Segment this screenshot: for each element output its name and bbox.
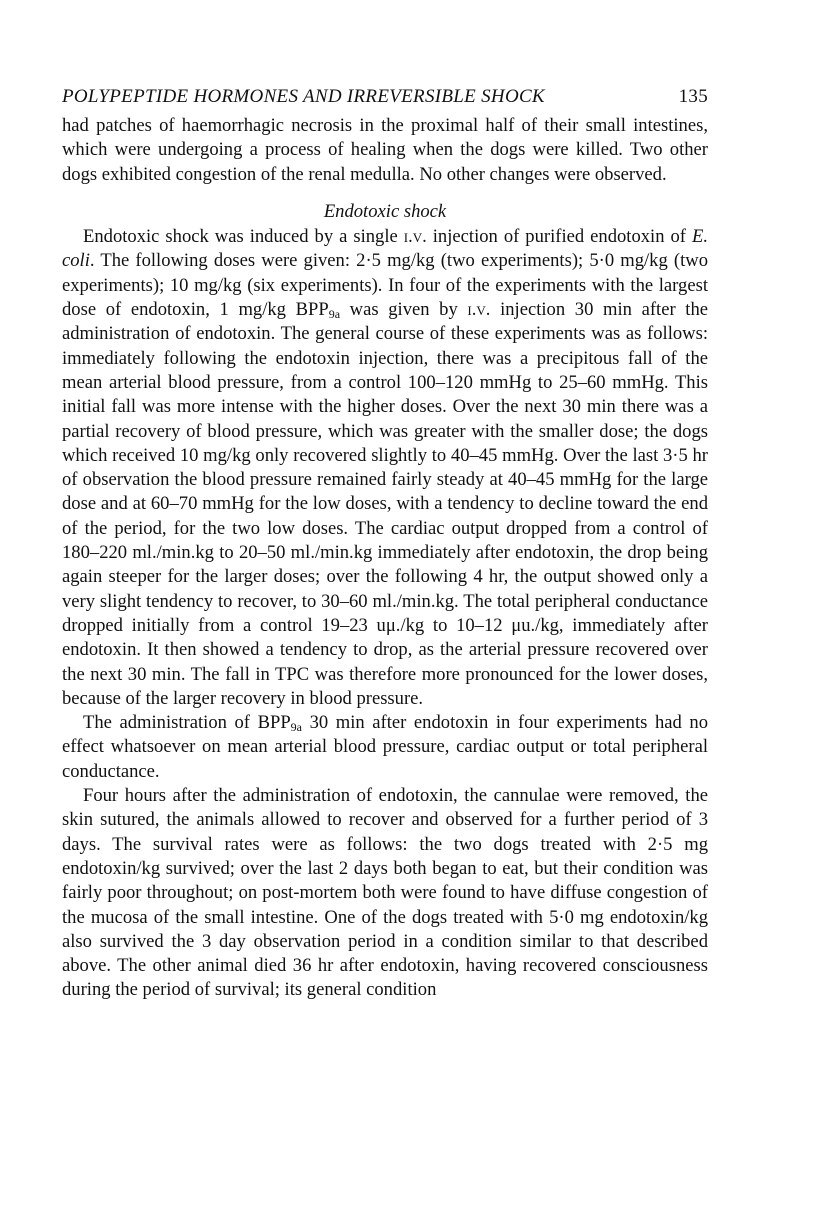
organism-name: E. coli <box>62 226 708 272</box>
text-run: was given by <box>340 299 468 321</box>
paragraph-continuation: had patches of haemorrhagic necrosis in the proximal half of their small intestines, which were undergoing a process of healing when the dogs were killed. Two other dogs exhibited congestion of the renal medulla. No other changes were observed. <box>62 115 708 185</box>
subscript: 9a <box>290 720 302 735</box>
subscript: 9a <box>328 307 341 322</box>
paragraph-bpp-effect <box>62 711 708 784</box>
route-abbreviation: i.v. <box>467 299 491 321</box>
running-header <box>62 86 708 108</box>
section-heading: Endotoxic shock <box>323 200 447 222</box>
page-content <box>62 86 708 1003</box>
running-title: POLYPEPTIDE HORMONES AND IRREVERSIBLE SHOCK <box>62 86 545 107</box>
route-abbreviation: i.v. <box>403 226 427 248</box>
paragraph-survival: Four hours after the administration of endotoxin, the cannulae were removed, the skin sutured, the animals allowed to recover and observed for a further period of 3 days. The survival rates were as follows: the two dogs treated with 2·5 mg endotoxin/kg survived; over the last 2 days both began to eat, but their condition was fairly poor throughout; on post-mortem both were found to have diffuse congestion of the mucosa of the small intestine. One of the dogs treated with 5·0 mg endotoxin/kg also survived the 3 day observation period in a condition similar to that described above. The other animal died 36 hr after endotoxin, having recovered consciousness during the period of survival; its general condition <box>62 785 708 1001</box>
text-run: . The following doses were given: 2·5 mg/kg (two experiments); 5·0 mg/kg (two experiments); 10 mg/kg (six experiments). In four of the experiments with the largest dose of endotoxin, 1 mg/kg BPP <box>62 250 708 321</box>
page-number: 135 <box>678 86 708 107</box>
text-run: Endotoxic shock was induced by a single <box>83 226 404 248</box>
text-run: 30 min after endotoxin in four experiments had no effect whatsoever on mean arterial blood pressure, cardiac output or total peripheral conductance. <box>62 712 709 782</box>
text-run: The administration of BPP <box>83 712 291 734</box>
text-run: injection 30 min after the administration of endotoxin. The general course of these experiments was as follows: immediately following the endotoxin injection, there was a precipitous fall of the mean arterial blood pressure, from a control 100–120 mmHg to 25–60 mmHg. This initial fall was more intense with the higher doses. Over the next 30 min there was a partial recovery of blood pressure, which was greater with the smaller dose; the dogs which received 10 mg/kg only recovered slightly to 40–45 mmHg. Over the last 3·5 hr of observation the blood pressure remained fairly steady at 40–45 mmHg for the large dose and at 60–70 mmHg for the low doses, with a tendency to decline toward the end of the period, for the two low doses. The cardiac output dropped from a control of 180–220 ml./min.kg to 20–50 ml./min.kg immediately after endotoxin, the drop being again steeper for the larger doses; over the following 4 hr, the output showed only a very slight tendency to recover, to 30–60 ml./min.kg. The total peripheral conductance dropped initially from a control 19–23 uμ./kg to 10–12 μu./kg, immediately after endotoxin. It then showed a tendency to drop, as the arterial pressure recovered over the next 30 min. The fall in TPC was therefore more pronounced for the lower doses, because of the larger recovery in blood pressure. <box>62 299 708 709</box>
paragraph-endotoxin-method <box>62 225 708 711</box>
text-run: injection of purified endotoxin of <box>426 226 692 248</box>
